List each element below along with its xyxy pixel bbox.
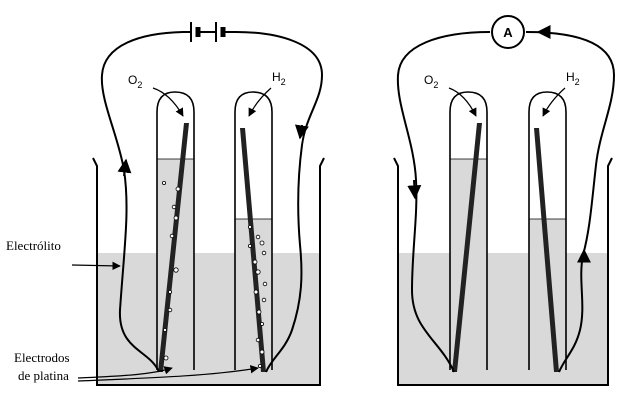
right-o2-label: $O_2$: [424, 73, 439, 90]
left-h2-label: $H_2$: [272, 70, 286, 87]
ammeter-icon: [492, 16, 524, 48]
ammeter-label: A: [503, 25, 513, 40]
left-o2-label: $O_2$: [128, 73, 143, 90]
battery-icon: [183, 22, 236, 42]
electrolyte-label: Electrólito: [6, 238, 61, 253]
right-h2-label: $H_2$: [566, 70, 580, 87]
right-apparatus: [394, 16, 614, 385]
left-electrolyte-liquid: [97, 253, 320, 385]
electrodes-label-line1: Electrodos: [14, 350, 70, 365]
left-apparatus: [93, 22, 324, 385]
right-electrolyte-liquid: [398, 253, 608, 385]
electrodes-label-line2: de platina: [18, 368, 69, 383]
